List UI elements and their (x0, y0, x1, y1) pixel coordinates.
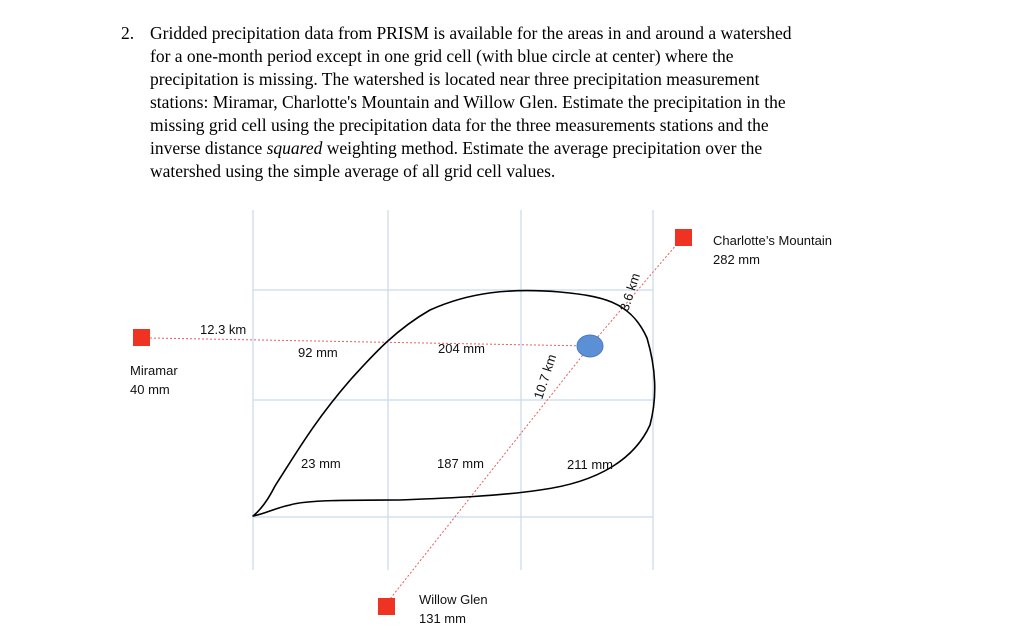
grid (253, 210, 653, 570)
miramar-name: Miramar (130, 363, 178, 378)
willow-glen-distance-line (386, 346, 590, 604)
charlottes-mountain-name: Charlotte’s Mountain (713, 233, 832, 248)
problem-line-3: precipitation is missing. The watershed is located near three precipitation measurement (150, 69, 760, 89)
grid-cell-r1c2-value: 204 mm (438, 341, 485, 356)
willow-glen-station-marker (378, 598, 395, 615)
grid-cell-r1c1-value: 92 mm (298, 345, 338, 360)
problem-line-5: missing grid cell using the precipitation data for the three measurements stations and the (150, 115, 769, 135)
line-6-prefix: inverse distance (150, 138, 267, 158)
charlottes-mountain-precip: 282 mm (713, 252, 760, 267)
miramar-station-marker (133, 329, 150, 346)
line-6-suffix: weighting method. Estimate the average precipitation over the (322, 138, 763, 158)
willow-glen-name: Willow Glen (419, 592, 488, 607)
line-6-emphasis: squared (266, 138, 323, 158)
grid-cell-r2c2-value: 187 mm (437, 456, 484, 471)
problem-number: 2. (121, 23, 135, 43)
miramar-distance-line (150, 338, 590, 346)
miramar-precip: 40 mm (130, 382, 170, 397)
problem-line-2: for a one-month period except in one grid cell (with blue circle at center) where the (150, 46, 734, 66)
charlottes-distance-label: 3.6 km (616, 271, 643, 313)
problem-line-1: Gridded precipitation data from PRISM is available for the areas in and around a watershed (150, 23, 792, 43)
charlottes-mountain-station-marker (675, 229, 692, 246)
willow-glen-precip: 131 mm (419, 611, 466, 626)
watershed-outline (253, 291, 655, 516)
miramar-distance-label: 12.3 km (200, 322, 247, 337)
missing-cell-marker (577, 335, 603, 357)
distance-lines (150, 237, 683, 604)
grid-cell-r2c1-value: 23 mm (301, 456, 341, 471)
grid-cell-r2c3-value: 211 mm (567, 457, 613, 472)
problem-line-4: stations: Miramar, Charlotte's Mountain and Willow Glen. Estimate the precipitation in the (150, 92, 786, 112)
willow-glen-distance-label: 10.7 km (530, 352, 560, 401)
problem-line-7: watershed using the simple average of all grid cell values. (150, 161, 556, 181)
